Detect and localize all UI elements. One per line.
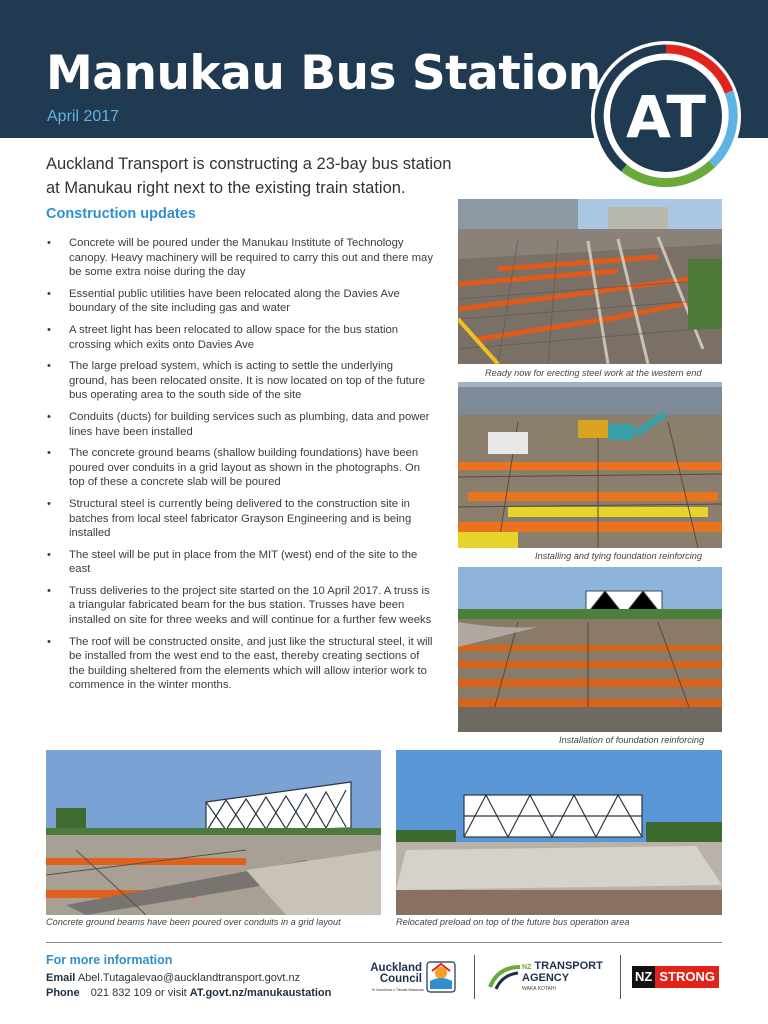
email-line: [46, 972, 300, 984]
website-link[interactable]: AT.govt.nz/manukaustation: [189, 987, 332, 999]
email-label: Email: [46, 972, 76, 984]
nzta-line1: TRANSPORT: [534, 960, 603, 972]
photo-caption: Concrete ground beams have been poured over conduits in a grid layout: [46, 917, 341, 927]
photo-foundation-tying: [458, 382, 722, 548]
page-title: Manukau Bus Station: [46, 46, 601, 101]
bullet-icon: •: [47, 548, 51, 561]
council-name-line2: Council: [379, 973, 422, 985]
photo-caption: Installation of foundation reinforcing: [559, 735, 705, 745]
footer-divider: [46, 942, 722, 943]
photo-western-end: [458, 199, 722, 364]
list-item: [46, 287, 434, 316]
list-item-text: The concrete ground beams (shallow building foundations) have been poured over conduits in a grid layout as shown in the photographs. On top of these a concrete slab will be poured: [69, 447, 421, 489]
nzta-swoosh-icon: [488, 963, 522, 991]
list-item: [46, 323, 434, 352]
bullet-icon: •: [47, 360, 51, 373]
logo-divider: [474, 955, 475, 999]
issue-date: April 2017: [47, 108, 120, 125]
bullet-icon: •: [47, 447, 51, 460]
nz-strong-logo: [632, 966, 719, 988]
list-item: [46, 236, 434, 280]
photo-preload: [396, 750, 722, 915]
list-item: [46, 446, 434, 490]
bullet-icon: •: [47, 635, 51, 648]
bullet-icon: •: [47, 287, 51, 300]
nz-strong-strong: STRONG: [655, 966, 719, 988]
nz-transport-agency-logo: [488, 961, 612, 997]
photo-caption: Installing and tying foundation reinforcing: [535, 551, 703, 561]
nzta-prefix: NZ: [522, 964, 532, 971]
list-item: [46, 635, 434, 693]
logo-divider: [620, 955, 621, 999]
council-tagline: Te Kaunihera o Tāmaki Makaurau: [371, 988, 424, 992]
construction-updates-list: [46, 236, 434, 700]
list-item-text: A street light has been relocated to allow space for the bus station crossing which exits onto Davies Ave: [69, 323, 399, 351]
email-link[interactable]: Abel.Tutagalevao@aucklandtransport.govt.nz: [77, 972, 301, 984]
more-info-heading: For more information: [46, 953, 173, 967]
list-item: [46, 548, 434, 577]
phone-label: Phone: [46, 987, 80, 999]
list-item: [46, 410, 434, 439]
list-item-text: Essential public utilities have been relocated along the Davies Ave boundary of the site including gas and water: [69, 287, 400, 315]
bullet-icon: •: [47, 497, 51, 510]
at-logo-text: AT: [626, 83, 706, 151]
nzta-tagline: WAKA KOTAHI: [522, 986, 556, 992]
list-item-text: Concrete will be poured under the Manukau Institute of Technology canopy. Heavy machinery will be required to carry this out and there may be some extra noise during the day: [69, 237, 433, 279]
nzta-line2: AGENCY: [522, 972, 570, 984]
or-visit-text: or visit: [154, 987, 187, 999]
list-item-text: Structural steel is currently being delivered to the construction site in batches from local steel fabricator Grayson Engineering and is being installed: [69, 497, 412, 540]
list-item: [46, 497, 434, 541]
list-item-text: The steel will be put in place from the MIT (west) end of the site to the east: [69, 548, 418, 576]
photo-caption: Relocated preload on top of the future bus operation area: [396, 917, 630, 927]
list-item-text: The large preload system, which is acting to settle the underlying ground, has been relocated onsite. It is now located on top of the future bus operating area to the south side of the site: [69, 360, 426, 402]
bullet-icon: •: [47, 410, 51, 423]
photo-caption: Ready now for erecting steel work at the western end: [485, 368, 702, 378]
nz-strong-nz: NZ: [632, 966, 655, 988]
section-heading: Construction updates: [46, 206, 196, 222]
photo-reinforcing-install: [458, 567, 722, 732]
list-item-text: Truss deliveries to the project site started on the 10 April 2017. A truss is a triangular fabricated beam for the bus station. Trusses have been installed on site for three weeks and will continue for a further few weeks: [69, 584, 432, 627]
phone-line: [46, 987, 331, 999]
bullet-icon: •: [47, 584, 51, 597]
at-logo: [590, 40, 742, 192]
intro-text: Auckland Transport is constructing a 23-bay bus station at Manukau right next to the existing train station.: [46, 155, 452, 197]
auckland-council-logo: [364, 961, 460, 1001]
list-item: [46, 359, 434, 403]
council-name-line1: Auckland: [370, 962, 422, 974]
photo-ground-beams: [46, 750, 381, 915]
list-item: [46, 584, 434, 628]
bullet-icon: •: [47, 237, 51, 249]
council-crest-icon: [426, 961, 456, 993]
list-item-text: Conduits (ducts) for building services such as plumbing, data and power lines have been installed: [69, 410, 430, 438]
list-item-text: The roof will be constructed onsite, and just like the structural steel, it will be installed from the west end to the east, thereby creating sections of the building sheltered from the elements which will allow interior work to commence in the winter months.: [69, 635, 433, 692]
phone-number: 021 832 109: [90, 987, 152, 999]
bullet-icon: •: [47, 323, 51, 336]
